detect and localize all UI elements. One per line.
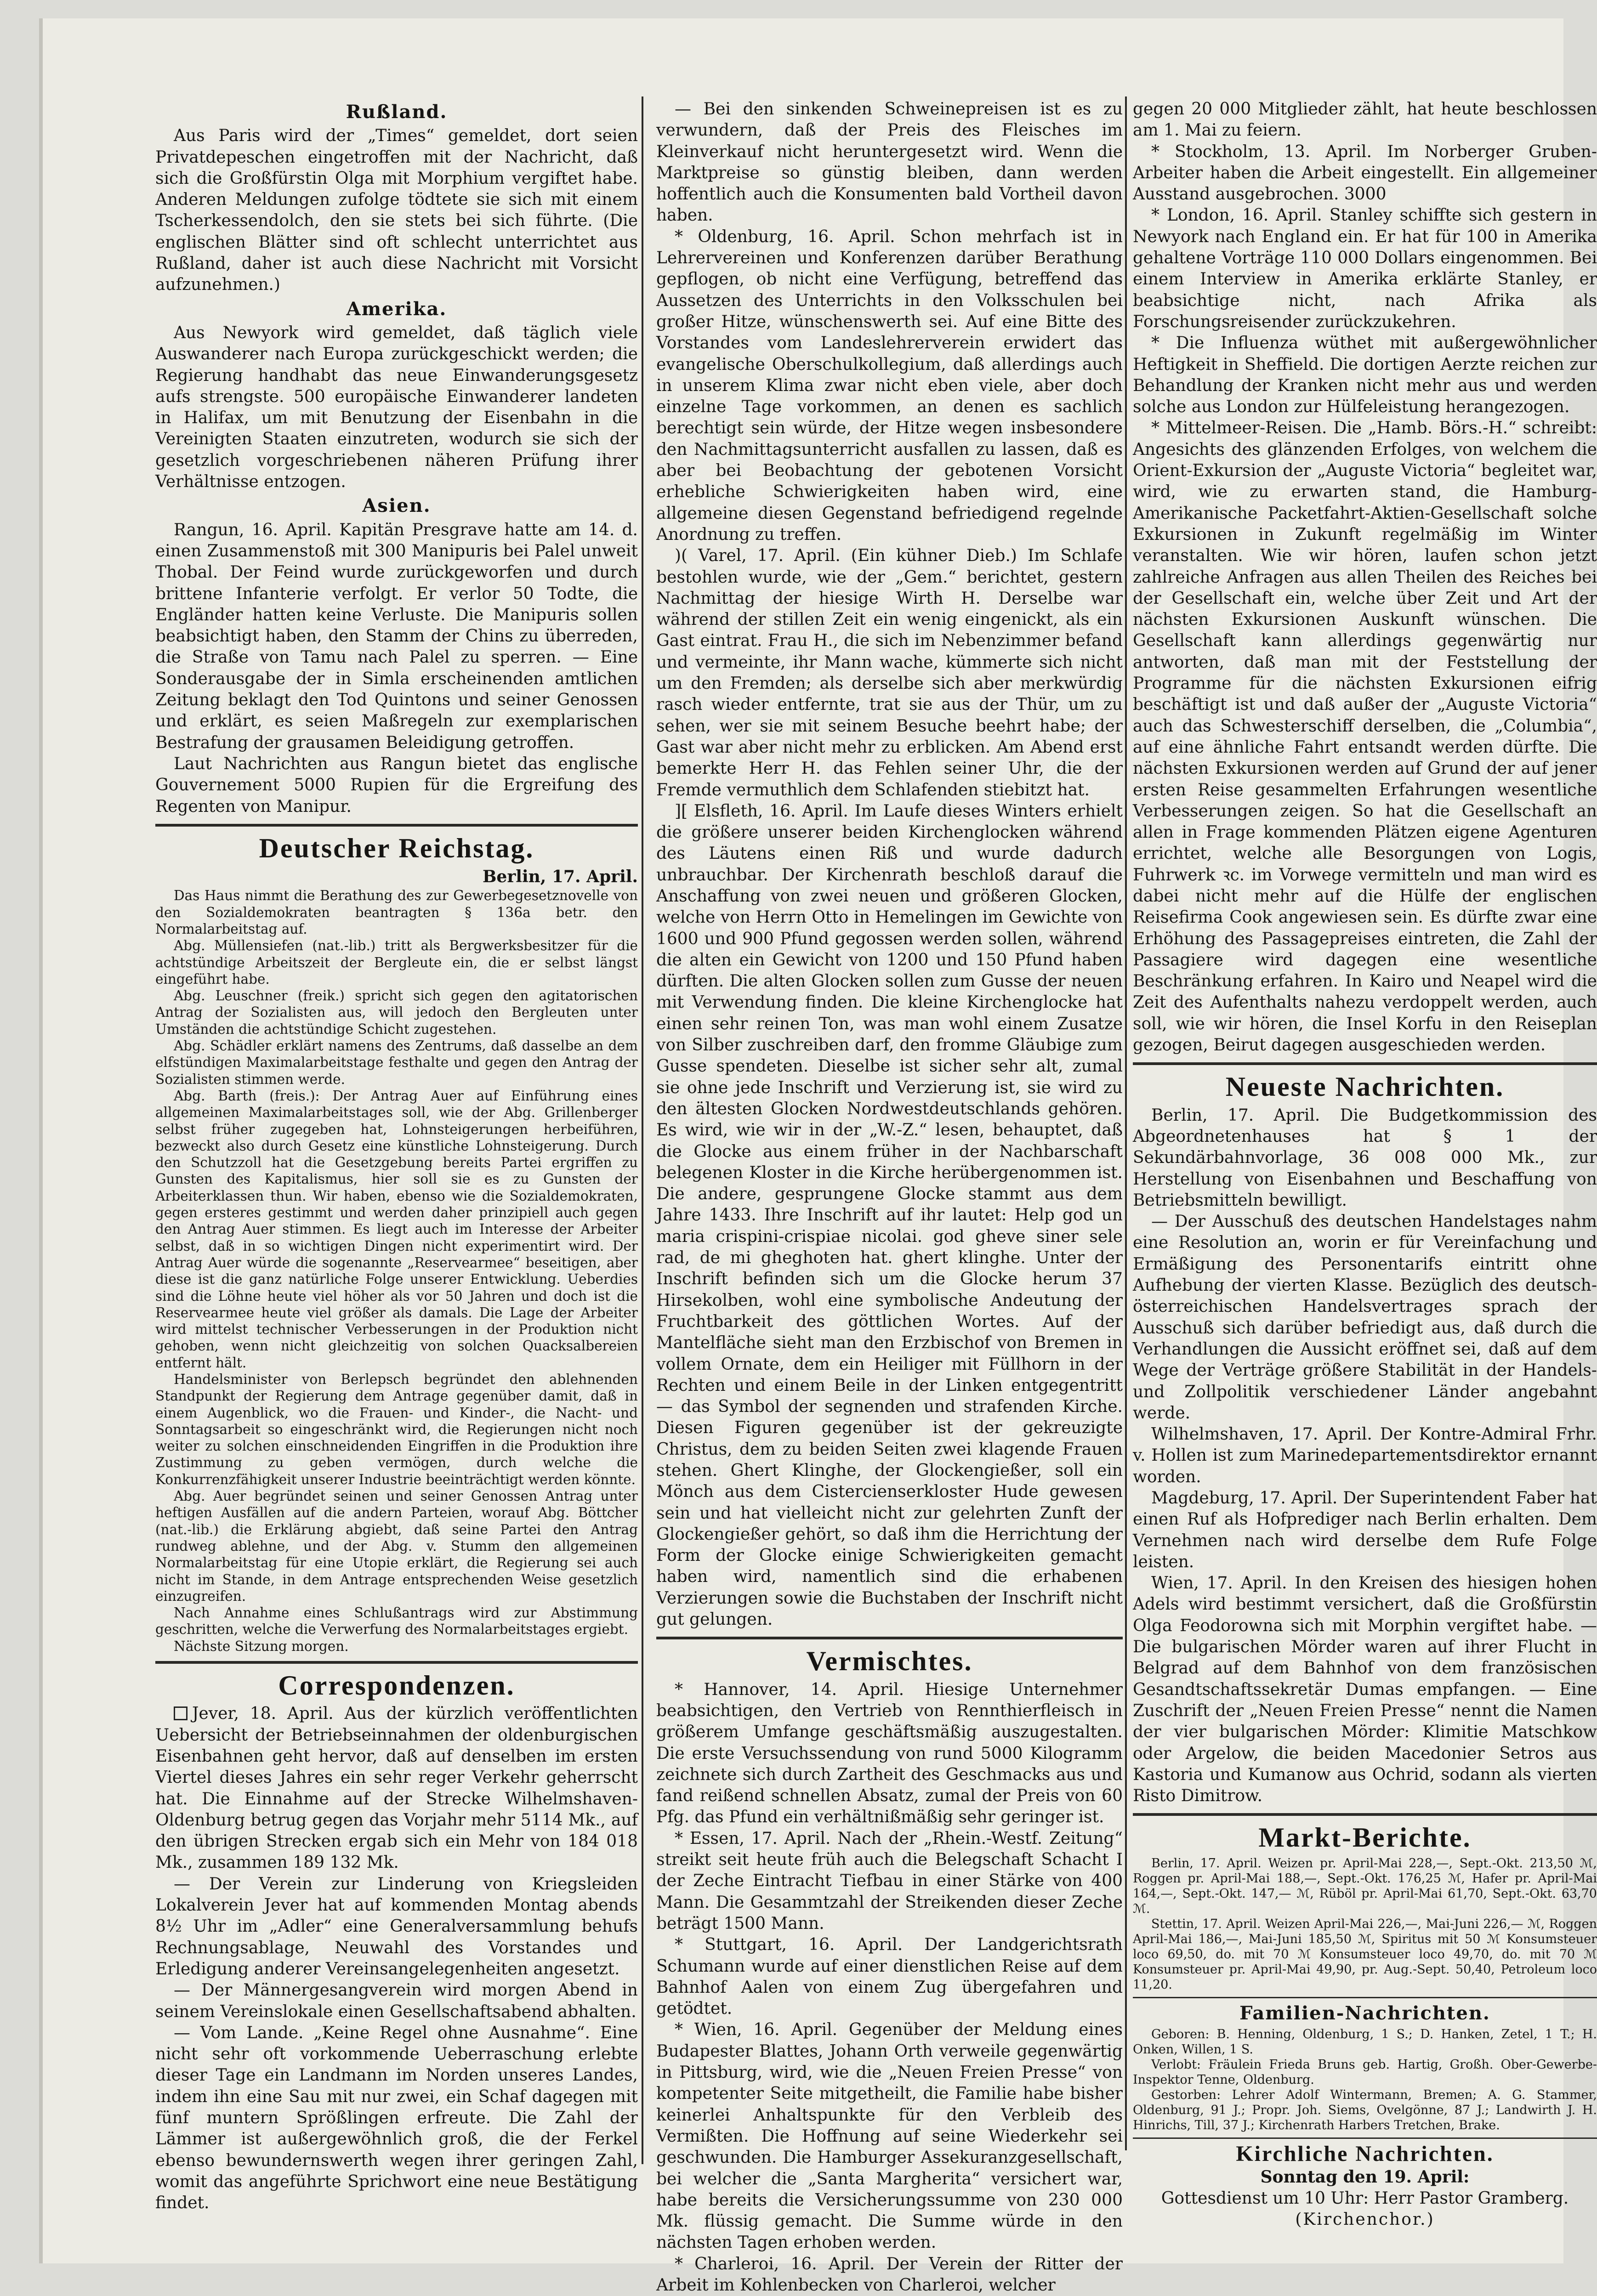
- article-charleroi: * Charleroi, 16. April. Der Verein der Ritter der Arbeit im Kohlenbecken von Charleroi, welcher: [656, 2254, 1123, 2295]
- reichstag-paragraph: Handelsminister von Berlepsch begründet den ablehnenden Standpunkt der Regierung dem Antrage gegenüber damit, daß in einem Augenblick, wo die Frauen- und Kinder-, die Nacht- und Sonntagsarbeit so eingeschränkt wird, die Regierungen nicht noch weiter zu solchen einschneidenden Eingriffen in die Produktion ihre Zustimmung zu geben vermögen, durch welche die Konkurrenzfähigkeit unserer Industrie beeinträchtigt werden könnte.: [155, 1372, 638, 1487]
- reichstag-paragraph: Nach Annahme eines Schlußantrags wird zur Abstimmung geschritten, welche die Verwerfung des Normalarbeitstages ergiebt.: [155, 1605, 638, 1638]
- article-mittelmeer: * Mittelmeer-Reisen. Die „Hamb. Börs.-H.“ schreibt: Angesichts des glänzenden Erfolges, von welchem die Orient-Exkursion der „Auguste Victoria“ begleitet war, wird, wie zu erwarten stand, die Hamburg-Amerikanische Packetfahrt-Aktien-Gesellschaft solche Exkursionen in Zukunft regelmäßig im Winter veranstalten. Wie wir hören, laufen schon jetzt zahlreiche Anfragen aus allen Theilen des Reiches bei der Gesellschaft ein, welche über Zeit und Art der nächsten Exkursionen Auskunft wünschen. Die Gesellschaft kann allerdings gegenwärtig nur antworten, daß man mit der Feststellung der Programme für die nächsten Exkursionen eifrig beschäftigt ist und daß außer der „Auguste Victoria“ auch das Schwesterschiff derselben, die „Columbia“, auf eine ähnliche Fahrt entsandt werden dürfte. Die nächsten Exkursionen werden auf Grund der auf jener ersten Reise gesammelten Erfahrungen wesentliche Verbesserungen zeigen. So hat die Gesellschaft an allen in Frage kommenden Plätzen eigene Agenturen errichtet, welche alle Besorgungen von Logis, Fuhrwerk ꝛc. im Vorwege vermitteln und man wird es dabei nicht mehr auf die Hülfe der englischen Reisefirma Cook angewiesen sein. Es dürfte zwar eine Erhöhung des Passagepreises eintreten, die Zahl der Passagiere wird dagegen eine wesentliche Beschränkung erfahren. In Kairo und Neapel wird die Zeit des Aufenthalts nahezu verdoppelt werden, auch soll, wie wir hören, die Insel Korfu in den Reiseplan gezogen, Beirut dagegen ausgeschieden werden.: [1133, 419, 1597, 1055]
- article-stockholm: * Stockholm, 13. April. Im Norberger Gruben-Arbeiter haben die Arbeit eingestellt. Ein allgemeiner Ausstand ausgebrochen. 3000: [1133, 142, 1597, 204]
- column-middle: [656, 99, 1123, 2295]
- section-heading-russland: Rußland.: [346, 101, 448, 123]
- column-right: [1133, 99, 1597, 2229]
- article-wien: * Wien, 16. April. Gegenüber der Meldung eines Budapester Blattes, Johann Orth verweile gegenwärtig in Pittsburg, wird, wie die „Neuen Freien Presse“ von kompetenter Seite mitgetheilt, die Familie habe bisher keinerlei Anhaltspunkte für den Verbleib des Vermißten. Die Hoffnung auf seine Wiederkehr sei geschwunden. Die Hamburger Assekuranzgesellschaft, bei welcher die „Santa Margherita“ versichert war, habe bereits die Versicherungssumme von 230 000 Mk. flüssig gemacht. Die Summe würde in den nächsten Tagen erhoben werden.: [656, 2020, 1123, 2252]
- church-service: Gottesdienst um 10 Uhr: Herr Pastor Gramberg.: [1161, 2188, 1569, 2208]
- divider: [155, 1661, 638, 1664]
- article-london: * London, 16. April. Stanley schiffte sich gestern in Newyork nach England ein. Er hat für 100 in Amerika gehaltene Vorträge 110 000 Dollars eingenommen. Bei einem Interview in Amerika erklärte Stanley, er beabsichtige nicht, nach Afrika als Forschungsreisender zurückzukehren.: [1133, 206, 1597, 331]
- news-wilhelmshaven: Wilhelmshaven, 17. April. Der Kontre-Admiral Frhr. v. Hollen ist zum Marinedepartementsdirektor ernannt worden.: [1133, 1425, 1597, 1486]
- reichstag-paragraph: Abg. Leuschner (freik.) spricht sich gegen den agitatorischen Antrag der Sozialisten aus, will jedoch den Bergleuten unter Umständen die achtstündige Schicht zugestehen.: [155, 988, 638, 1037]
- notice-engagements: Verlobt: Fräulein Frieda Bruns geb. Hartig, Großh. Ober-Gewerbe-Inspektor Tenne, Oldenburg.: [1133, 2058, 1597, 2087]
- article-varel: )( Varel, 17. April. (Ein kühner Dieb.) Im Schlafe bestohlen wurde, wie der „Gem.“ berichtet, gestern Nachmittag der hiesige Wirth H. Derselbe war während der stillen Zeit ein wenig eingenickt, als ein Gast eintrat. Frau H., die sich im Nebenzimmer befand und vermeinte, ihr Mann wache, kümmerte sich nicht um den Fremden; als derselbe sich aber merkwürdig rasch wieder entfernte, trat sie aus der Thür, um zu sehen, wer sie mit seinem Besuche beehrt habe; der Gast war aber nicht mehr zu erblicken. Am Abend erst bemerkte Herr H. das Fehlen seiner Uhr, die der Fremde vermuthlich dem Schlafenden stiebitzt hat.: [656, 546, 1123, 799]
- reichstag-paragraph: Das Haus nimmt die Berathung des zur Gewerbegesetznovelle von den Sozialdemokraten beantragten § 136a betr. den Normalarbeitstag auf.: [155, 888, 638, 937]
- article-amerika: Aus Newyork wird gemeldet, daß täglich viele Auswanderer nach Europa zurückgeschickt werden; die Regierung handhabt das neue Einwanderungsgesetz aufs strengste. 500 europäische Einwanderer landeten in Halifax, um mit Benutzung der Eisenbahn in die Vereinigten Staaten einzutreten, wodurch sie sich der gesetzlich vorgeschriebenen näheren Prüfung ihrer Verhältnisse entzogen.: [155, 323, 638, 492]
- column-divider: [642, 96, 643, 2164]
- reichstag-paragraph: Abg. Barth (freis.): Der Antrag Auer auf Einführung eines allgemeinen Maximalarbeitstages soll, wie der Abg. Grillenberger selbst früher zugegeben hat, Lohnsteigerungen herbeiführen, bezweckt also durch Gesetz eine künstliche Lohnsteigerung. Durch den Schutzzoll hat die Gesetzgebung bereits Partei ergriffen zu Gunsten des Kapitalismus, hier soll sie es zu Gunsten der Arbeiterklassen thun. Wir haben, ebenso wie die Sozialdemokraten, gegen ersteres gestimmt und werden daher prinzipiell auch gegen den Antrag Auer stimmen. Es liegt auch im Interesse der Arbeiter selbst, daß in so wichtigen Dingen nicht experimentirt wird. Der Antrag Auer würde die sogenannte „Reservearmee“ beseitigen, aber diese ist die ganz natürliche Folge unserer Entwicklung. Ueberdies sind die Löhne heute viel höher als vor 50 Jahren und doch ist die Reservearmee heute viel größer als damals. Die Lage der Arbeiter wird mittelst technischer Verbesserungen in der Produktion nicht gehoben, wenn nicht gleichzeitig von solchen Quacksalbereien entfernt hält.: [155, 1088, 638, 1371]
- article-rangun-2: Laut Nachrichten aus Rangun bietet das englische Gouvernement 5000 Rupien für die Ergreifung des Regenten von Manipur.: [155, 754, 638, 816]
- divider: [656, 1637, 1123, 1639]
- section-heading-asien: Asien.: [362, 495, 431, 517]
- divider: [1133, 1813, 1597, 1816]
- reichstag-paragraph: Abg. Müllensiefen (nat.-lib.) tritt als Bergwerksbesitzer für die achtstündige Arbeitszeit der Bergleute ein, die er selbst längst eingeführt habe.: [155, 938, 638, 987]
- article-maennergesang: — Der Männergesangverein wird morgen Abend in seinem Vereinslokale einen Gesellschaftsabend abhalten.: [155, 1981, 638, 2021]
- reichstag-paragraph: Abg. Auer begründet seinen und seiner Genossen Antrag unter heftigen Ausfällen auf die andern Parteien, worauf Abg. Böttcher (nat.-lib.) die Erklärung abgiebt, daß seine Partei den Antrag rundweg ablehne, und der Abg. v. Stumm den allgemeinen Normalarbeitstag für eine Utopie erklärt, die Regierung sei auch nicht im Stande, in dem Antrage entsprechenden Weise gesetzlich einzugreifen.: [155, 1488, 638, 1604]
- article-influenza: * Die Influenza wüthet mit außergewöhnlicher Heftigkeit in Sheffield. Die dortigen Aerzte reichen zur Behandlung der Kranken nicht mehr aus und werden solche aus London zur Hülfeleistung herangezogen.: [1133, 334, 1597, 417]
- reichstag-report: [155, 887, 638, 1655]
- column-left: [155, 99, 638, 2213]
- article-hannover: * Hannover, 14. April. Hiesige Unternehmer beabsichtigen, den Vertrieb von Rennthierfleisch in größerem Umfange geschäftsmäßig auszugestalten. Die erste Versuchssendung von rund 5000 Kilogramm zeichnete sich durch Zartheit des Geschmacks aus und fand reißend schnellen Absatz, zumal der Preis von 60 Pfg. das Pfund ein verhältnißmäßig sehr geringer ist.: [656, 1680, 1123, 1827]
- article-verein: — Der Verein zur Linderung von Kriegsleiden Lokalverein Jever hat auf kommenden Montag abends 8½ Uhr im „Adler“ eine Generalversammlung behufs Rechnungsablage, Neuwahl des Vorstandes und Erledigung anderer Vereinsangelegenheiten angesetzt.: [155, 1874, 638, 1979]
- reichstag-paragraph: Abg. Schädler erklärt namens des Zentrums, daß dasselbe an dem elfstündigen Maximalarbeitstage festhalte und gegen den Antrag der Sozialisten stimmen werde.: [155, 1038, 638, 1087]
- heading-kirchliche-nachrichten: Kirchliche Nachrichten.: [1236, 2142, 1494, 2166]
- article-stuttgart: * Stuttgart, 16. April. Der Landgerichtsrath Schumann wurde auf einer dienstlichen Reise auf dem Bahnhof Aalen von einem Zug übergefahren und getödtet.: [656, 1935, 1123, 2018]
- article-essen: * Essen, 17. April. Nach der „Rhein.-Westf. Zeitung“ streikt seit heute früh auch die Belegschaft Schacht I der Zeche Eintracht Tiefbau in einer Stärke von 400 Mann. Die Gesammtzahl der Streikenden dieser Zeche beträgt 1500 Mann.: [656, 1829, 1123, 1933]
- notice-deaths: Gestorben: Lehrer Adolf Wintermann, Bremen; A. G. Stammer, Oldenburg, 91 J.; Propr. Joh. Siems, Ovelgönne, 87 J.; Landwirth J. H. Hinrichs, Till, 37 J.; Kirchenrath Harbers Tretchen, Brake.: [1133, 2088, 1597, 2133]
- divider: [1133, 2137, 1597, 2139]
- heading-markt-berichte: Markt-Berichte.: [1258, 1822, 1472, 1853]
- article-vom-lande: — Vom Lande. „Keine Regel ohne Ausnahme“. Eine nicht sehr oft vorkommende Ueberraschung erlebte dieser Tage ein Landmann im Norden unseres Landes, indem ihn eine Sau mit nur zwei, ein Schaf dagegen mit fünf muntern Sprößlingen erfreute. Die Zahl der Lämmer ist außergewöhnlich groß, die der Ferkel ebenso bewundernswerth wegen ihrer geringen Zahl, womit das angeführte Sprichwort eine neue Bestätigung findet.: [155, 2023, 638, 2213]
- article-elsfleth: ][ Elsfleth, 16. April. Im Laufe dieses Winters erhielt die größere unserer beiden Kirchenglocken während des Läutens einen Riß und wurde dadurch unbrauchbar. Der Kirchenrath beschloß darauf die Anschaffung von zwei neuen und größeren Glocken, welche von Herrn Otto in Hemelingen im Gewichte von 1600 und 900 Pfund gegossen werden sollen, während die alten ein Gewicht von 1200 und 150 Pfund haben dürften. Die alten Glocken sollen zum Gusse der neuen mit Verwendung finden. Die kleine Kirchenglocke hat einen sehr reinen Ton, was man wohl einem Zusatze von Silber zuschreiben darf, den fromme Gläubige zum Gusse spendeten. Dieselbe ist sicher sehr alt, zumal sie ohne jede Inschrift und Verzierung ist, sie wird zu den ältesten Glocken Nordwestdeutschlands gehören. Es wird, wie wir in der „W.-Z.“ lesen, behauptet, daß die Glocke aus einem früher in der Nachbarschaft belegenen Kloster in die Kirche herübergenommen ist. Die andere, gesprungene Glocke stammt aus dem Jahre 1433. Ihre Inschrift auf ihr lautet: Help god un maria crispini-crispiae nicolai. god gheve siner sele rad, de mi gheghoten hat. ghert klinghe. Unter der Inschrift befinden sich um die Glocke herum 37 Hirsekolben, wohl eine symbolische Andeutung der Fruchtbarkeit des göttlichen Wortes. Auf der Mantelfläche sieht man den Erzbischof von Bremen in vollem Ornate, dem ein Heiliger mit Füllhorn in der Rechten und einem Beile in der Linken entgegentritt — das Symbol der segnenden und strafenden Kirche. Diesen Figuren gegenüber ist der gekreuzigte Christus, dem zu beiden Seiten zwei klagende Frauen stehen. Ghert Klinghe, der Glockengießer, soll ein Mönch aus dem Cistercienserkloster Hude gewesen sein und hat vielleicht nicht zur gelehrten Zunft der Glockengießer gehört, so daß ihm die Herrichtung der Form der Glocke einige Schwierigkeiten gemacht haben wird, namentlich sind die erhabenen Verzierungen sowie die Buchstaben der Inschrift nicht gut gelungen.: [656, 801, 1123, 1629]
- dateline: Berlin, 17. April.: [482, 867, 638, 887]
- news-wien: Wien, 17. April. In den Kreisen des hiesigen hohen Adels wird bestimmt versichert, daß die Großfürstin Olga Feodorowna sich mit Morphin vergiftet habe. — Die bulgarischen Mörder waren auf ihrer Flucht in Belgrad auf dem Bahnhof von dem französischen Gesandtschaftssekretär Dumas empfangen. — Eine Zuschrift der „Neuen Freien Presse“ nennt die Namen der vier bulgarischen Mörder: Klimitie Matschkow oder Argelow, die beiden Macedonier Setros aus Kastoria und Kumanow aus Ochrid, sodann als vierten Risto Dimitrow.: [1133, 1574, 1597, 1806]
- article-jever: Jever, 18. April. Aus der kürzlich veröffentlichten Uebersicht der Betriebseinnahmen der oldenburgischen Eisenbahnen geht hervor, daß auf denselben im ersten Viertel dieses Jahres ein sehr reger Verkehr geherrscht hat. Die Einnahme auf der Strecke Wilhelmshaven-Oldenburg betrug gegen das Vorjahr mehr 5114 Mk., auf den übrigen Strecken ergab sich ein Mehr von 184 018 Mk., zusammen 189 132 Mk.: [155, 1704, 638, 1872]
- news-berlin: Berlin, 17. April. Die Budgetkommission des Abgeordnetenhauses hat § 1 der Sekundärbahnvorlage, 36 008 000 Mk., zur Herstellung von Eisenbahnen und Beschaffung von Betriebsmitteln bewilligt.: [1133, 1105, 1597, 1210]
- divider: [155, 824, 638, 827]
- market-stettin: Stettin, 17. April. Weizen April-Mai 226,—, Mai-Juni 226,— ℳ, Roggen April-Mai 186,—, Mai-Juni 185,50 ℳ, Spiritus mit 50 ℳ Konsumsteuer loco 69,50, do. mit 70 ℳ Konsumsteuer loco 49,70, do. mit 70 ℳ Konsumsteuer pr. April-Mai 49,90, pr. Aug.-Sept. 50,40, Petroleum loco 11,20.: [1133, 1916, 1597, 1992]
- news-handelstag: — Der Ausschuß des deutschen Handelstages nahm eine Resolution an, worin er für Vereinfachung und Ermäßigung des Personentarifs eintritt ohne Aufhebung der vierten Klasse. Bezüglich des deutsch-österreichischen Handelsvertrages sprach der Ausschuß sich darüber befriedigt aus, daß durch die Verhandlungen die Aussicht eröffnet sei, daß auf dem Wege der Verträge größere Stabilität in der Handels- und Zollpolitik verschiedener Länder angebahnt werde.: [1133, 1212, 1597, 1423]
- divider: [1133, 1997, 1597, 1998]
- article-rangun: Rangun, 16. April. Kapitän Presgrave hatte am 14. d. einen Zusammenstoß mit 300 Manipuris bei Palel unweit Thobal. Der Feind wurde zurückgeworfen und durch brittene Infanterie verfolgt. Er verlor 50 Todte, die Engländer hatten keine Verluste. Die Manipuris sollen beabsichtigt haben, den Stamm der Chins zu überreden, die Straße von Tamu nach Palel zu sperren. — Eine Sonderausgabe der in Simla erscheinenden amtlichen Zeitung beklagt den Tod Quintons und seiner Genossen und erklärt, es seien Maßregeln zur exemplarischen Bestrafung der grausamen Beleidigung getroffen.: [155, 520, 638, 752]
- heading-correspondenzen: Correspondenzen.: [278, 1670, 515, 1701]
- market-berlin: Berlin, 17. April. Weizen pr. April-Mai 228,—, Sept.-Okt. 213,50 ℳ, Roggen pr. April-Mai 188,—, Sept.-Okt. 176,25 ℳ, Hafer pr. April-Mai 164,—, Sept.-Okt. 147,— ℳ, Rüböl pr. April-Mai 61,70, Sept.-Okt. 63,70 ℳ.: [1133, 1856, 1597, 1916]
- section-heading-amerika: Amerika.: [346, 298, 447, 320]
- notice-births: Geboren: B. Henning, Oldenburg, 1 S.; D. Hanken, Zetel, 1 T.; H. Onken, Willen, 1 S.: [1133, 2027, 1597, 2057]
- newspaper-page: [39, 18, 1597, 2295]
- market-reports: [1133, 1856, 1597, 1992]
- column-divider: [1125, 96, 1127, 2150]
- divider: [1133, 1062, 1597, 1065]
- heading-familien-nachrichten: Familien-Nachrichten.: [1239, 2002, 1490, 2024]
- church-date: Sonntag den 19. April:: [1260, 2167, 1470, 2187]
- article-continuation: gegen 20 000 Mitglieder zählt, hat heute beschlossen am 1. Mai zu feiern.: [1133, 100, 1597, 140]
- heading-vermischtes: Vermischtes.: [806, 1646, 973, 1677]
- article-oldenburg: * Oldenburg, 16. April. Schon mehrfach ist in Lehrervereinen und Konferenzen darüber Berathung gepflogen, ob nicht eine Verfügung, betreffend das Aussetzen des Unterrichts in den Volksschulen bei großer Hitze, wünschenswerth sei. Auf eine Bitte des Vorstandes vom Landeslehrerverein erwidert das evangelische Oberschulkollegium, daß allerdings auch in unserem Klima zwar nicht eben viele, aber doch einzelne Tage vorkommen, an denen es sachlich berechtigt sein würde, der Hitze wegen insbesondere den Nachmittagsunterricht ausfallen zu lassen, daß es aber bei Beobachtung der gebotenen Vorsicht erhebliche Schwierigkeiten haben wird, eine allgemeine diesen Gegenstand befriedigend regelnde Anordnung zu treffen.: [656, 227, 1123, 544]
- news-magdeburg: Magdeburg, 17. April. Der Superintendent Faber hat einen Ruf als Hofprediger nach Berlin erhalten. Dem Vernehmen nach wird derselbe dem Rufe Folge leisten.: [1133, 1489, 1597, 1571]
- church-choir: (Kirchenchor.): [1295, 2210, 1435, 2229]
- article-schweinepreise: — Bei den sinkenden Schweinepreisen ist es zu verwundern, daß der Preis des Fleisches im Kleinverkauf nicht heruntergesetzt wird. Wenn die Marktpreise so günstig bleiben, dann werden hoffentlich auch die Konsumenten bald Vortheil davon haben.: [656, 100, 1123, 225]
- family-notices: [1133, 2027, 1597, 2133]
- reichstag-paragraph: Nächste Sitzung morgen.: [174, 1638, 349, 1654]
- article-russland: Aus Paris wird der „Times“ gemeldet, dort seien Privatdepeschen eingetroffen mit der Nachricht, daß sich die Großfürstin Olga mit Morphium vergiftet habe. Anderen Meldungen zufolge tödtete sie sich mit einem Tscherkessendolch, den sie stets bei sich führte. (Die englischen Blätter sind oft schlecht unterrichtet aus Rußland, daher ist auch diese Nachricht mit Vorsicht aufzunehmen.): [155, 126, 638, 295]
- heading-neueste-nachrichten: Neueste Nachrichten.: [1225, 1071, 1505, 1102]
- heading-reichstag: Deutscher Reichstag.: [259, 833, 534, 863]
- square-marker-icon: [174, 1706, 188, 1720]
